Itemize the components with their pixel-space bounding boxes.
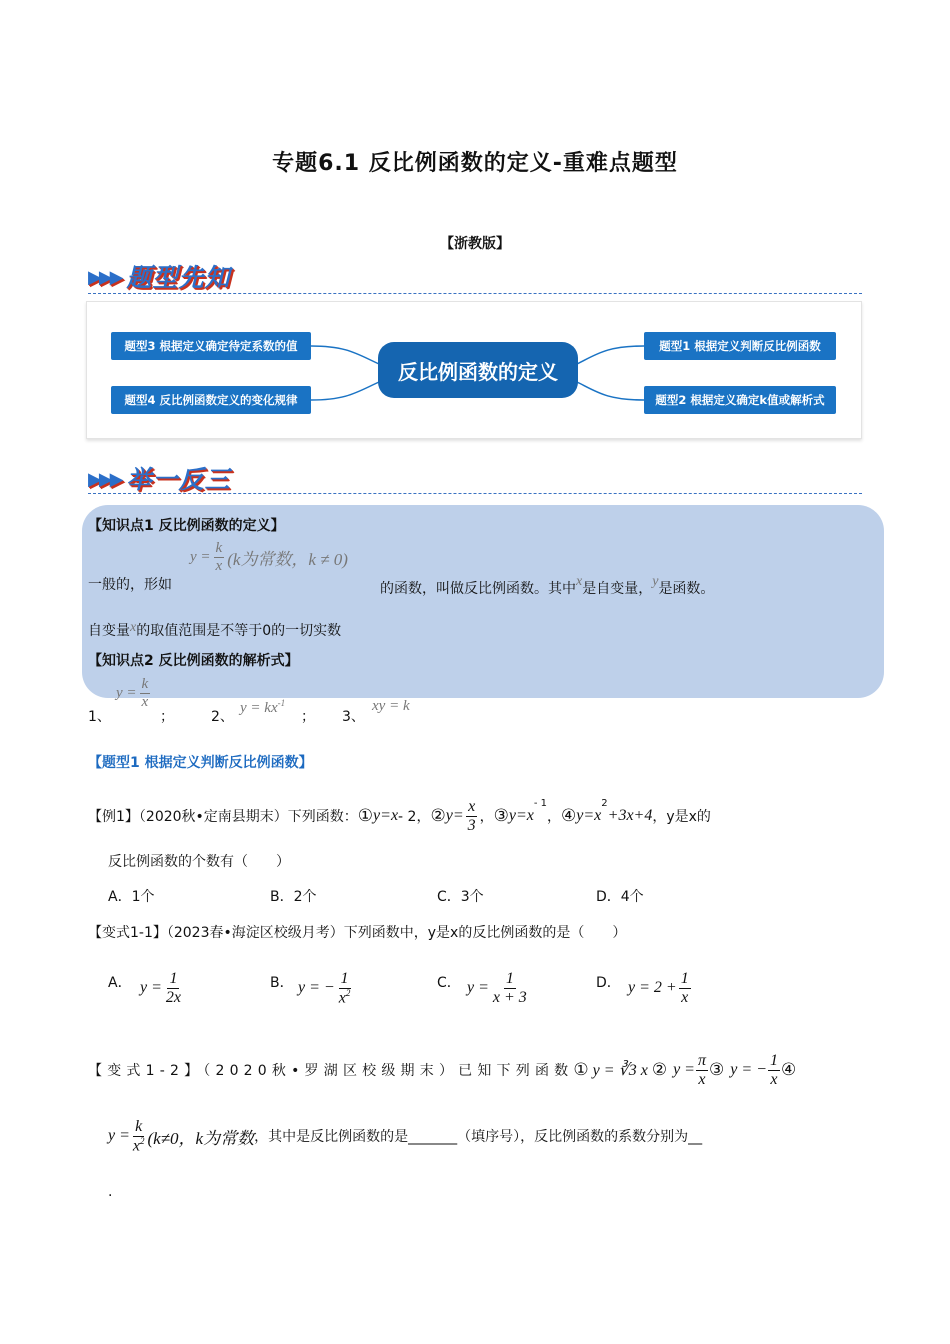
definition-formula: y = $\frac{k}{x}$ (k为常数，k ≠ 0) [190,540,348,574]
variant-1-1-option-d-label[interactable]: D． [596,975,621,991]
domain-statement: 自变量x的取值范围是不等于0的一切实数 [88,620,342,639]
variant-1-1-option-a-label[interactable]: A． [108,975,132,991]
variant-1-2-end: . [108,1184,113,1200]
variant-1-1-option-b-label[interactable]: B． [270,975,294,991]
example-1-option-b[interactable]: B．2个 [270,889,317,905]
definition-prefix: 一般的，形如 [88,577,172,593]
banner-text: 举一反三 [126,465,231,494]
formula-1: y = $\frac{k}{x}$ [116,676,149,710]
banner-examples [88,460,231,496]
example-1-option-a[interactable]: A．1个 [108,889,155,905]
mindmap-center: 反比例函数的定义 [378,342,578,398]
triple-arrow-icon: ▶▶▶ [88,267,121,288]
mindmap-node-type2[interactable]: 题型2 根据定义确定k值或解析式 [644,386,836,414]
variant-1-1-option-c-label[interactable]: C． [437,975,461,991]
variant-1-1-option-d-formula[interactable]: y = 2 + $\frac{1}{x}$ [628,970,689,1006]
example-1-question-line2: 反比例函数的个数有（ ） [108,854,290,870]
variant-1-2-question-line2: y = $\frac{k}{x^2}$ (k≠0，k为常数 ，其中是反比例函数的是_______（填序号），反比例函数的系数分别为__ [108,1118,703,1154]
formula-1-label: 1、 [88,709,111,725]
divider [88,493,862,494]
variant-1-1-option-b-formula[interactable]: y = − $\frac{1}{x^2}$ [298,970,351,1006]
definition-text: 的函数，叫做反比例函数。其中x是自变量，y是函数。 [380,574,715,597]
mindmap-node-type4[interactable]: 题型4 反比例函数定义的变化规律 [111,386,311,414]
example-1-option-c[interactable]: C．3个 [437,889,484,905]
knowledge-point-2-heading: 【知识点2 反比例函数的解析式】 [88,653,299,669]
formula-3-label: 3、 [342,709,365,725]
section-type1-heading: 【题型1 根据定义判断反比例函数】 [88,755,313,771]
variant-1-1-question: 【变式1-1】（2023春•海淀区校级月考）下列函数中，y是x的反比例函数的是（ ） [88,925,627,941]
edition-label: 【浙教版】 [440,236,510,252]
divider [88,293,862,294]
triple-arrow-icon: ▶▶▶ [88,469,121,490]
page-title: 专题6.1 反比例函数的定义-重难点题型 [272,151,678,176]
formula-1-sep: ； [160,709,174,725]
mindmap-node-type1[interactable]: 题型1 根据定义判断反比例函数 [644,332,836,360]
mindmap-node-type3[interactable]: 题型3 根据定义确定待定系数的值 [111,332,311,360]
example-1-option-d[interactable]: D．4个 [596,889,644,905]
knowledge-point-1-heading: 【知识点1 反比例函数的定义】 [88,518,285,534]
formula-2-sep: ； [301,709,315,725]
variant-1-1-option-c-formula[interactable]: y = $\frac{1}{x + 3}$ [467,970,527,1006]
example-1-question: 【例1】（2020秋•定南县期末）下列函数： ① y=x - 2， ② y= $\frac{x}{3}$ ， ③ y=x $^{- 1}$ ， ④ y=x $^2$ +3x+4 ，y是x的 [88,798,711,834]
formula-2: $y = kx^{-1}$ [240,698,286,716]
formula-3: xy = k [372,698,410,714]
mindmap [86,301,862,439]
banner-question-types [88,258,231,294]
formula-2-label: 2、 [211,709,234,725]
banner-text: 题型先知 [126,263,231,292]
variant-1-1-option-a-formula[interactable]: y = $\frac{1}{2x}$ [140,970,182,1006]
variant-1-2-question: 【变式1-2】（2020秋•罗湖区校级期末）已知下列函数 ① y = ∛3 x ② y = $\frac{\pi}{x}$ ③ y = − $\frac{1}{x}$ ④ [88,1052,797,1088]
